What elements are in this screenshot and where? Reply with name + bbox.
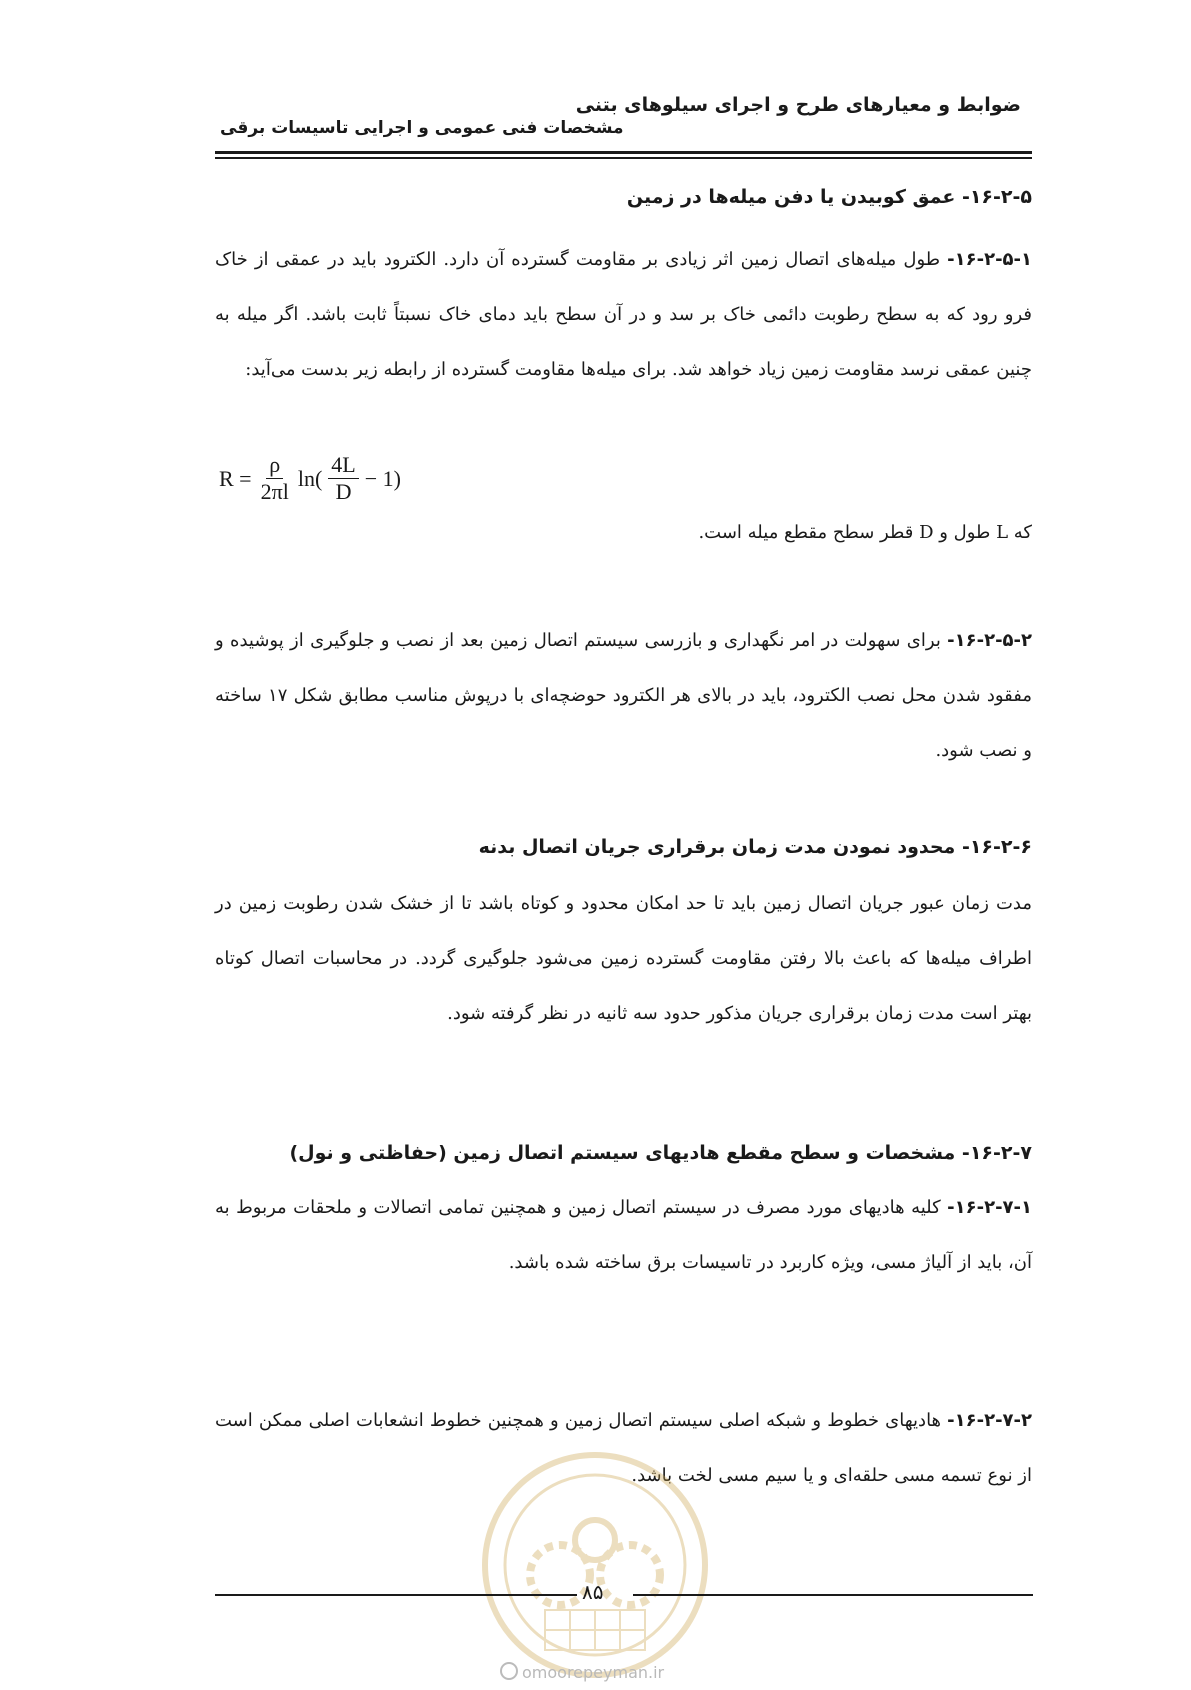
footer-rule-right bbox=[633, 1594, 1033, 1596]
watermark-seal-icon bbox=[470, 1440, 720, 1690]
watermark-site-text: omoorepeyman.ir bbox=[522, 1663, 665, 1682]
fraction-denominator: 2πl bbox=[260, 479, 289, 504]
section-heading-5: ۱۶-۲-۵- عمق کوبیدن یا دفن میله‌ها در زمین bbox=[626, 186, 1032, 208]
formula-fraction-length bbox=[328, 452, 358, 505]
document-header-title: ضوابط و معیارهای طرح و اجرای سیلوهای بتنی bbox=[575, 94, 1021, 116]
section-heading-6: ۱۶-۲-۶- محدود نمودن مدت زمان برقراری جریان اتصال بدنه bbox=[478, 836, 1032, 858]
paragraph-7-2-text: هادیهای خطوط و شبکه اصلی سیستم اتصال زمین و همچنین خطوط انشعابات اصلی ممکن است از نوع تسمه مسی حلقه‌ای و یا سیم مسی لخت باشد. bbox=[215, 1410, 1032, 1486]
globe-icon bbox=[500, 1662, 518, 1680]
formula-explanation: که L طول و D قطر سطح مقطع میله است. bbox=[698, 522, 1032, 543]
resistance-formula bbox=[217, 452, 403, 505]
fraction-numerator: ρ bbox=[266, 452, 283, 479]
formula-lhs: R = bbox=[219, 465, 252, 491]
footer-rule-left bbox=[215, 1594, 577, 1596]
paragraph-7-1 bbox=[215, 1180, 1032, 1290]
paragraph-5-2-number: ۱۶-۲-۵-۲- bbox=[947, 630, 1032, 651]
document-header-subtitle: مشخصات فنی عمومی و اجرایی تاسیسات برقی bbox=[220, 118, 624, 138]
paragraph-6: مدت زمان عبور جریان اتصال زمین باید تا حد امکان محدود و کوتاه باشد تا از خشک شدن رطوبت زمین در اطراف میله‌ها که باعث بالا رفتن مقاومت گسترده زمین می‌شود جلوگیری گردد. در محاسبات اتصال کوتاه بهتر است مدت زمان برقراری جریان مذکور حدود سه ثانیه در نظر گرفته شود. bbox=[215, 893, 1033, 1024]
paragraph-7-1-text: کلیه هادیهای مورد مصرف در سیستم اتصال زمین و همچنین تمامی اتصالات و ملحقات مربوط به آن، باید از آلیاژ مسی، ویژه کاربرد در تاسیسات برق ساخته شده باشد. bbox=[215, 1197, 1032, 1273]
paragraph-5-1-text: طول میله‌های اتصال زمین اثر زیادی بر مقاومت گسترده آن دارد. الکترود باید در عمقی از خاک فرو رود که به سطح رطوبت دائمی خاک بر سد و در آن سطح باید دمای خاک نسبتاً ثابت باشد. اگر میله به چنین عمقی نرسد مقاومت زمین زیاد خواهد شد. برای میله‌ها مقاومت گسترده از رابطه زیر بدست می‌آید: bbox=[215, 249, 1032, 380]
page-number: ۸۵ bbox=[582, 1580, 604, 1604]
header-rule-thick bbox=[215, 151, 1032, 154]
watermark-site bbox=[500, 1662, 664, 1682]
formula-ln: ln( bbox=[297, 465, 323, 491]
header-rule-thin bbox=[215, 157, 1032, 159]
paragraph-5-1 bbox=[215, 232, 1032, 397]
paragraph-5-2-text: برای سهولت در امر نگهداری و بازرسی سیستم اتصال زمین بعد از نصب و جلوگیری از پوشیده و مفقود شدن محل نصب الکترود، باید در بالای هر الکترود حوضچه‌ای با درپوش مناسب مطابق شکل ۱۷ ساخته و نصب شود. bbox=[215, 630, 1032, 761]
fraction-denominator: D bbox=[335, 479, 352, 504]
paragraph-5-1-number: ۱۶-۲-۵-۱- bbox=[947, 249, 1032, 270]
formula-fraction-rho bbox=[258, 452, 292, 505]
paragraph-7-1-number: ۱۶-۲-۷-۱- bbox=[947, 1197, 1032, 1218]
paragraph-7-2-number: ۱۶-۲-۷-۲- bbox=[947, 1410, 1032, 1431]
formula-tail: − 1) bbox=[364, 465, 401, 491]
section-heading-7: ۱۶-۲-۷- مشخصات و سطح مقطع هادیهای سیستم اتصال زمین (حفاظتی و نول) bbox=[289, 1142, 1032, 1164]
fraction-numerator: 4L bbox=[328, 452, 358, 479]
paragraph-5-2 bbox=[215, 613, 1032, 778]
